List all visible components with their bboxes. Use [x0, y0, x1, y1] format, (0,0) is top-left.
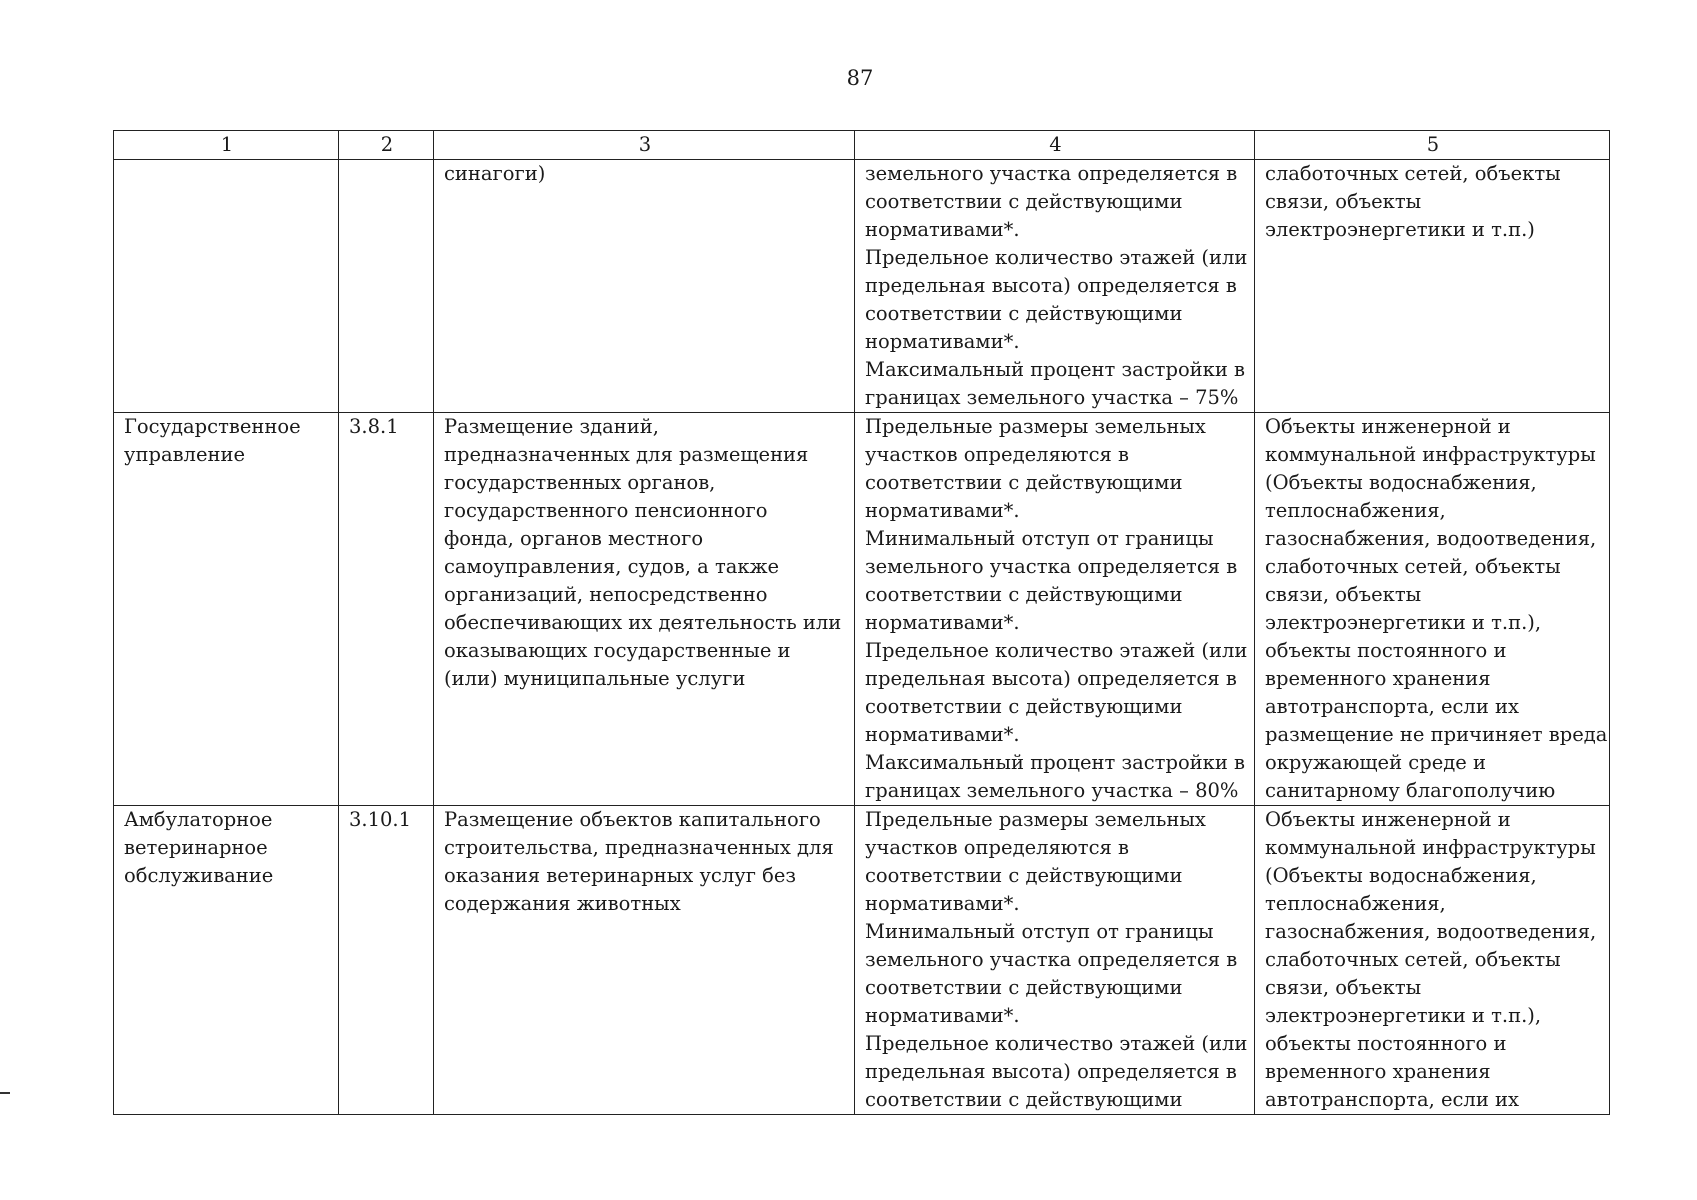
cell-text-line: содержания животных [444, 892, 681, 915]
cell-text-line: связи, объекты [1265, 190, 1422, 213]
cell-text-line: управление [124, 443, 246, 466]
cell-text-line: Предельные размеры земельных [865, 415, 1206, 438]
cell-text-line: слаботочных сетей, объекты [1265, 948, 1561, 971]
cell-text-line: газоснабжения, водоотведения, [1265, 920, 1597, 943]
use-parameters-cell [855, 413, 1255, 806]
cell-text-line: оказывающих государственные и [444, 639, 791, 662]
auxiliary-uses-cell [1255, 413, 1610, 806]
cell-text-line: Предельные размеры земельных [865, 808, 1206, 831]
cell-text-line: временного хранения [1265, 1060, 1491, 1083]
cell-text-line: Минимальный отступ от границы [865, 527, 1214, 550]
land-use-table [113, 130, 1610, 1115]
cell-text-line: окружающей среде и [1265, 751, 1486, 774]
cell-text-line: государственного пенсионного [444, 499, 768, 522]
use-description-cell [434, 413, 855, 806]
table-row [114, 413, 1610, 806]
use-name-cell [114, 806, 339, 1115]
cell-text-line: нормативами*. [865, 218, 1020, 241]
cell-text-line: самоуправления, судов, а также [444, 555, 780, 578]
cell-text-line: слаботочных сетей, объекты [1265, 555, 1561, 578]
cell-text-line: электроэнергетики и т.п.), [1265, 1004, 1542, 1027]
cell-text-line: организаций, непосредственно [444, 583, 768, 606]
cell-text-line: теплоснабжения, [1265, 499, 1446, 522]
cell-text-line: слаботочных сетей, объекты [1265, 162, 1561, 185]
cell-text-line: соответствии с действующими [865, 190, 1183, 213]
cell-text-line: Амбулаторное [124, 808, 273, 831]
cell-text-line: Объекты инженерной и [1265, 808, 1511, 831]
cell-text-line: Предельное количество этажей (или [865, 639, 1248, 662]
cell-text-line: строительства, предназначенных для [444, 836, 834, 859]
cell-text-line: соответствии с действующими [865, 1088, 1183, 1111]
cell-text-line: объекты постоянного и [1265, 639, 1507, 662]
cell-text-line: предельная высота) определяется в [865, 1060, 1237, 1083]
cell-text-line: санитарному благополучию [1265, 779, 1556, 802]
table-row [114, 160, 1610, 413]
cell-text-line: связи, объекты [1265, 976, 1422, 999]
cell-text-line: автотранспорта, если их [1265, 1088, 1520, 1111]
cell-text-line: Государственное [124, 415, 301, 438]
cell-text-line: коммунальной инфраструктуры [1265, 836, 1596, 859]
cell-text-line: Предельное количество этажей (или [865, 246, 1248, 269]
cell-text-line: участков определяются в [865, 443, 1129, 466]
cell-text-line: земельного участка определяется в [865, 555, 1238, 578]
cell-text-line: соответствии с действующими [865, 976, 1183, 999]
cell-text-line: соответствии с действующими [865, 695, 1183, 718]
cell-text-line: автотранспорта, если их [1265, 695, 1520, 718]
table-body [114, 160, 1610, 1115]
cell-text-line: участков определяются в [865, 836, 1129, 859]
margin-dash [0, 1092, 10, 1094]
use-parameters-cell [855, 160, 1255, 413]
cell-text-line: Минимальный отступ от границы [865, 920, 1214, 943]
cell-text-line: объекты постоянного и [1265, 1032, 1507, 1055]
cell-text-line: (Объекты водоснабжения, [1265, 864, 1537, 887]
cell-text-line: Объекты инженерной и [1265, 415, 1511, 438]
cell-text-line: предельная высота) определяется в [865, 667, 1237, 690]
use-code-cell: 3.8.1 [339, 413, 434, 806]
cell-text-line: электроэнергетики и т.п.), [1265, 611, 1542, 634]
table-row [114, 806, 1610, 1115]
use-code-cell: 3.10.1 [339, 806, 434, 1115]
cell-text-line: связи, объекты [1265, 583, 1422, 606]
cell-text-line: электроэнергетики и т.п.) [1265, 218, 1535, 241]
header-col-2: 2 [339, 131, 434, 160]
cell-text-line: нормативами*. [865, 723, 1020, 746]
cell-text-line: земельного участка определяется в [865, 162, 1238, 185]
cell-text-line: Размещение объектов капитального [444, 808, 821, 831]
cell-text-line: обслуживание [124, 864, 274, 887]
cell-text-line: нормативами*. [865, 1004, 1020, 1027]
cell-text-line: нормативами*. [865, 611, 1020, 634]
cell-text-line: Размещение зданий, [444, 415, 659, 438]
use-code-cell [339, 160, 434, 413]
cell-text-line: Максимальный процент застройки в [865, 751, 1246, 774]
cell-text-line: соответствии с действующими [865, 583, 1183, 606]
cell-text-line: фонда, органов местного [444, 527, 704, 550]
cell-text-line: предельная высота) определяется в [865, 274, 1237, 297]
cell-text-line: государственных органов, [444, 471, 716, 494]
cell-text-line: коммунальной инфраструктуры [1265, 443, 1596, 466]
auxiliary-uses-cell [1255, 806, 1610, 1115]
cell-text-line: оказания ветеринарных услуг без [444, 864, 797, 887]
cell-text-line: (Объекты водоснабжения, [1265, 471, 1537, 494]
use-description-cell [434, 160, 855, 413]
cell-text-line: обеспечивающих их деятельность или [444, 611, 842, 634]
cell-text-line: теплоснабжения, [1265, 892, 1446, 915]
cell-text-line: земельного участка определяется в [865, 948, 1238, 971]
cell-text-line: (или) муниципальные услуги [444, 667, 746, 690]
cell-text-line: границах земельного участка – 75% [865, 386, 1239, 409]
auxiliary-uses-cell [1255, 160, 1610, 413]
cell-text-line: нормативами*. [865, 499, 1020, 522]
cell-text-line: Максимальный процент застройки в [865, 358, 1246, 381]
cell-text-line: соответствии с действующими [865, 864, 1183, 887]
cell-text-line: временного хранения [1265, 667, 1491, 690]
cell-text-line: соответствии с действующими [865, 471, 1183, 494]
header-col-3: 3 [434, 131, 855, 160]
cell-text-line: соответствии с действующими [865, 302, 1183, 325]
header-col-5: 5 [1255, 131, 1610, 160]
cell-text-line: нормативами*. [865, 330, 1020, 353]
header-col-4: 4 [855, 131, 1255, 160]
cell-text-line: размещение не причиняет вреда [1265, 723, 1608, 746]
use-name-cell [114, 160, 339, 413]
use-parameters-cell [855, 806, 1255, 1115]
header-row [114, 131, 1610, 160]
cell-text-line: Предельное количество этажей (или [865, 1032, 1248, 1055]
use-description-cell [434, 806, 855, 1115]
cell-text-line: нормативами*. [865, 892, 1020, 915]
use-name-cell [114, 413, 339, 806]
page-number: 87 [846, 66, 874, 90]
header-col-1: 1 [114, 131, 339, 160]
cell-text-line: ветеринарное [124, 836, 268, 859]
cell-text-line: границах земельного участка – 80% [865, 779, 1239, 802]
cell-text-line: синагоги) [444, 162, 546, 185]
cell-text-line: газоснабжения, водоотведения, [1265, 527, 1597, 550]
cell-text-line: предназначенных для размещения [444, 443, 809, 466]
